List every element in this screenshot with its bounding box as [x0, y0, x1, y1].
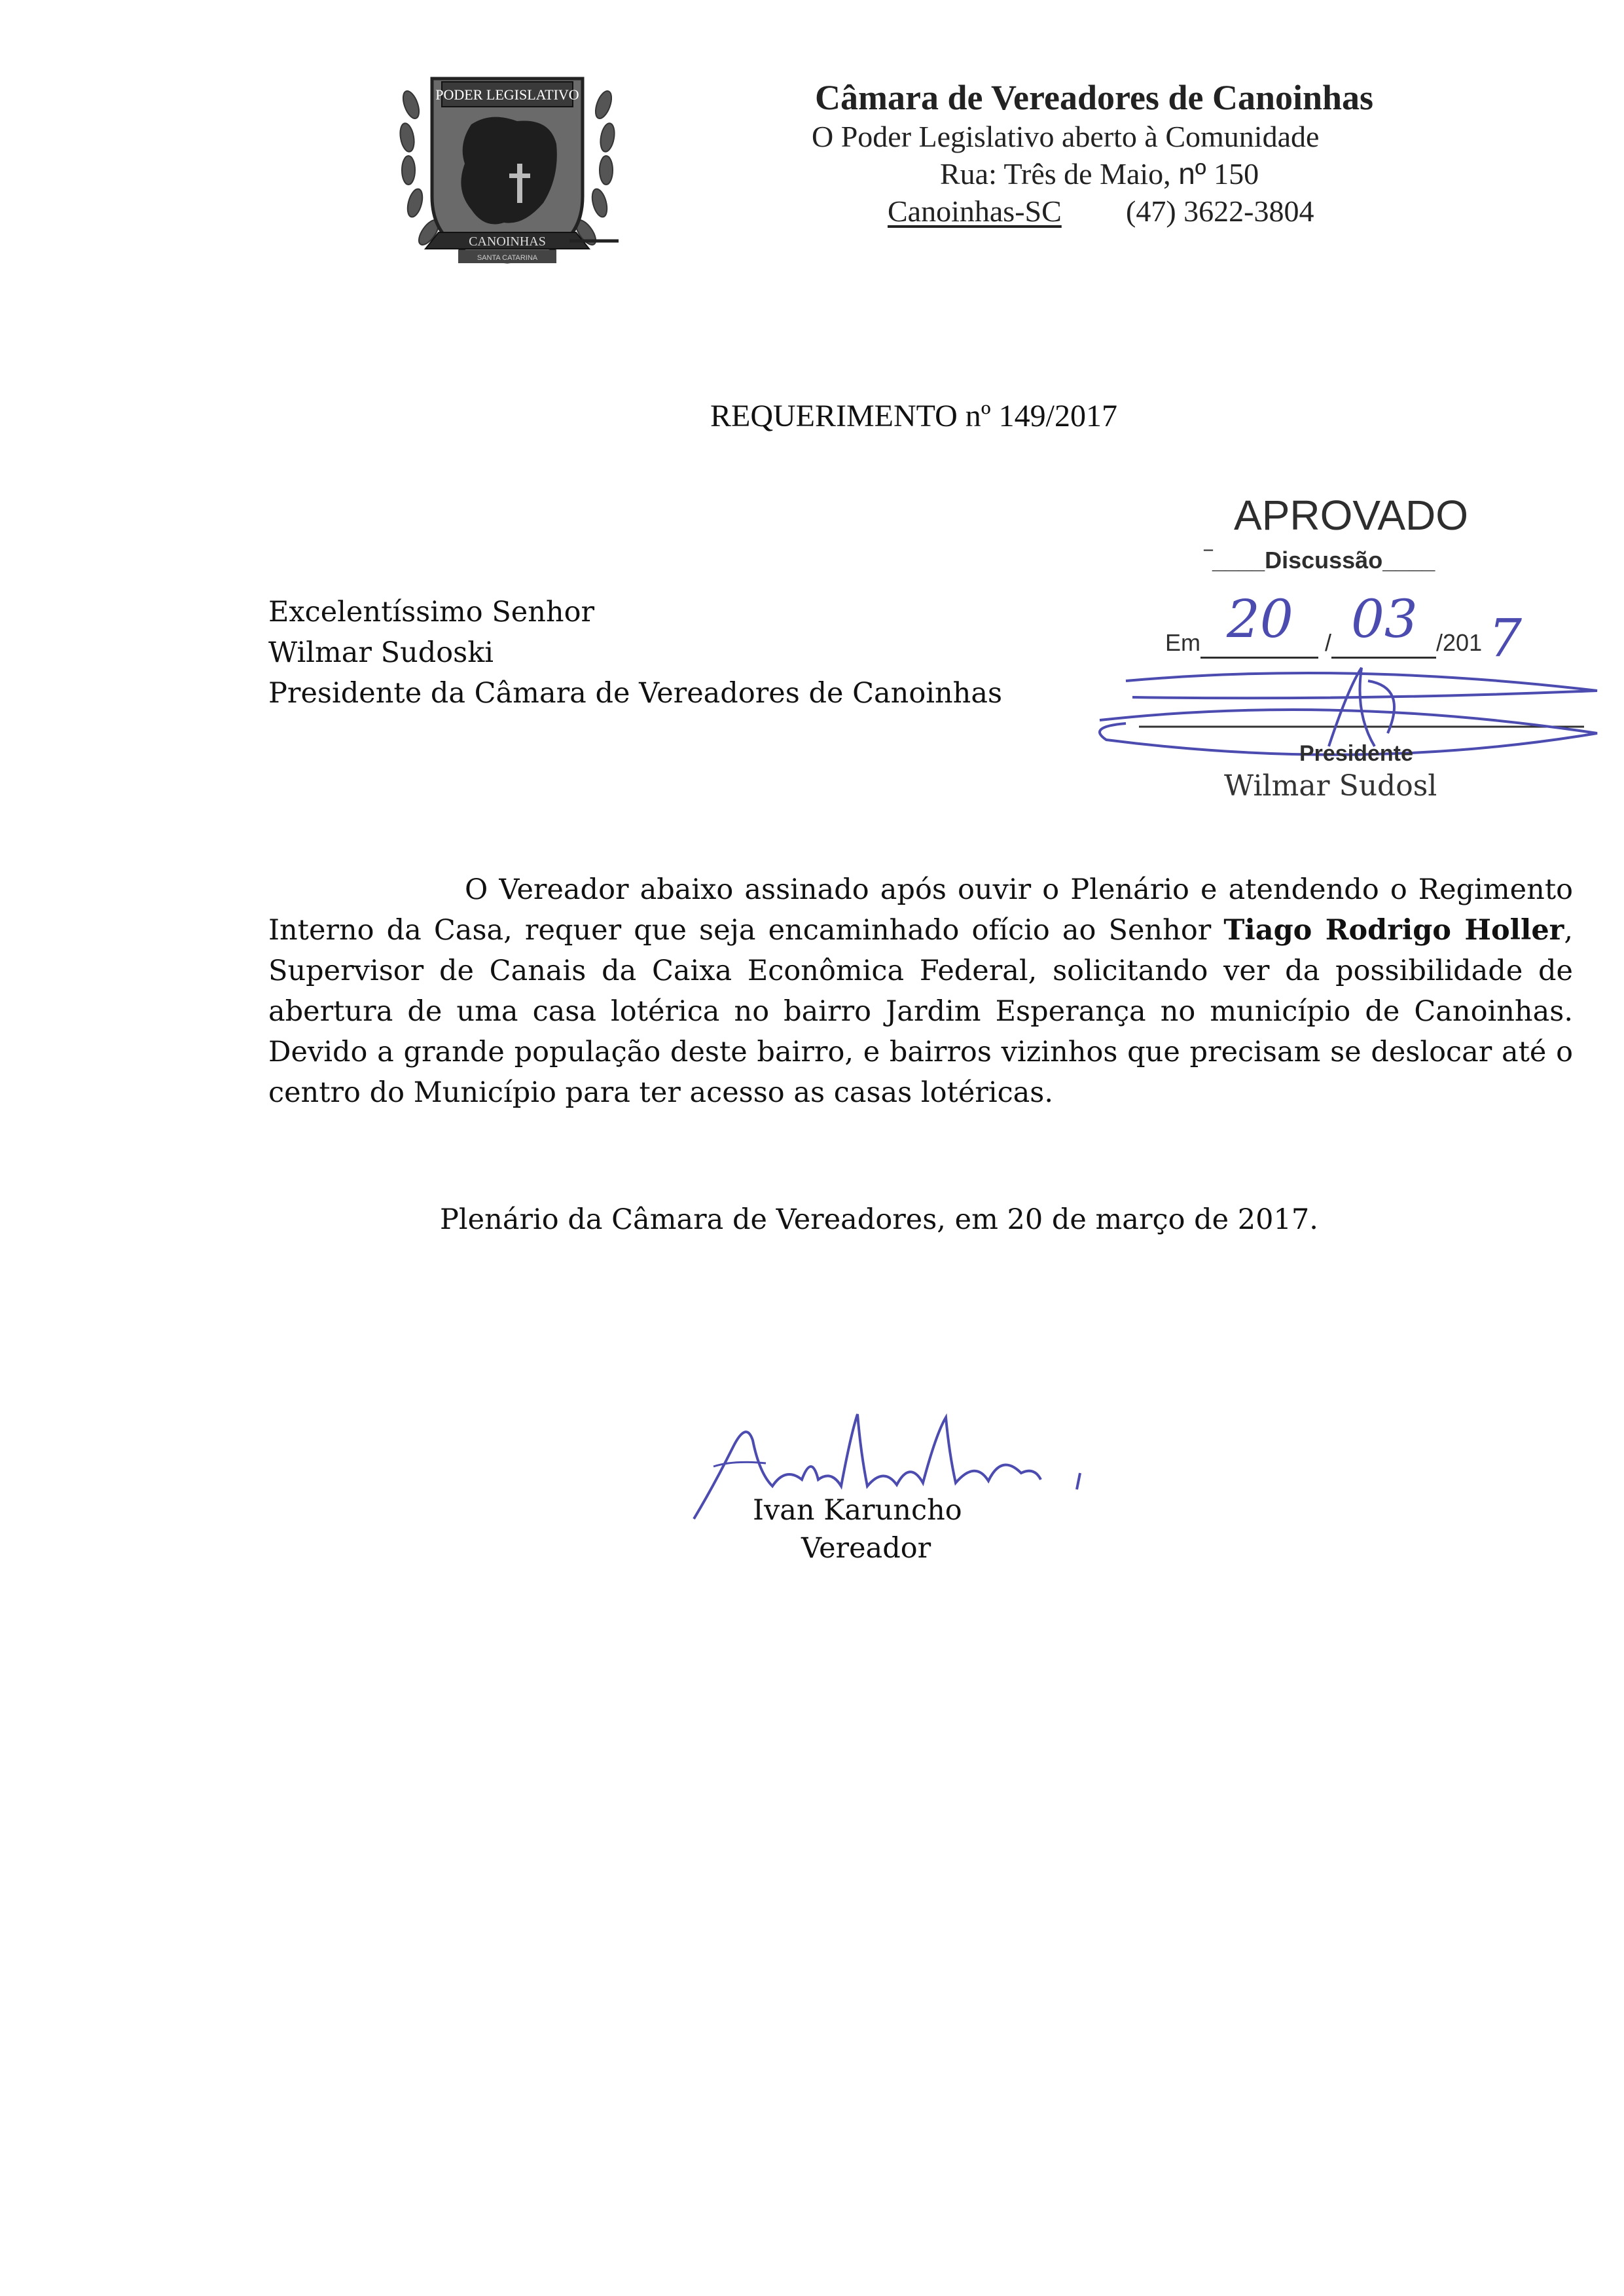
date-month: 03 — [1351, 589, 1418, 649]
closing-line: Plenário da Câmara de Vereadores, em 20 de março de 2017. — [440, 1203, 1318, 1236]
approval-stamp-president-name: Wilmar Sudosl — [1224, 769, 1437, 803]
organization-name: Câmara de Vereadores de Canoinhas — [815, 78, 1374, 117]
svg-text:SANTA CATARINA: SANTA CATARINA — [477, 254, 538, 262]
svg-text:CANOINHAS: CANOINHAS — [469, 234, 546, 249]
organization-address — [940, 156, 1259, 191]
request-body — [268, 869, 1573, 1113]
organization-tagline: O Poder Legislativo aberto à Comunidade — [812, 120, 1320, 153]
address-number: 150 — [1214, 157, 1259, 191]
organization-city: Canoinhas-SC — [888, 194, 1062, 228]
date-day: 20 — [1227, 589, 1293, 649]
body-recipient: Tiago Rodrigo Holler — [1223, 914, 1564, 947]
body-part-2: , Supervisor de Canais da Caixa Econômica Federal, solicitando ver da possibilidade de abertura de uma casa lotérica no bairro Jardim Esperança no município de Canoinhas. Devido a grande população deste bairro, e bairros vizinhos que precisam se deslocar até o centro do Município para ter acesso as casas lotéricas. — [268, 914, 1574, 1109]
coat-of-arms-logo — [393, 65, 622, 282]
author-name: Ivan Karuncho — [753, 1494, 962, 1527]
date-prefix: Em — [1165, 629, 1200, 656]
discussion-label: Discussão — [1265, 547, 1383, 574]
addressee-name: Wilmar Sudoski — [268, 636, 494, 669]
date-year-suffix: 7 — [1489, 608, 1523, 668]
addressee-position: Presidente da Câmara de Vereadores de Canoinhas — [268, 677, 1003, 710]
approval-stamp-date: Em 20 / 03 /201 7 — [1165, 589, 1523, 668]
author-role: Vereador — [801, 1532, 931, 1565]
document-title: REQUERIMENTO nº 149/2017 — [710, 399, 1117, 433]
addressee-salutation: Excelentíssimo Senhor — [268, 596, 595, 629]
approval-stamp-discussion: ‾____Discussão____ — [1204, 547, 1435, 574]
address-number-symbol: nº — [1178, 156, 1206, 191]
address-street: Rua: Três de Maio, — [940, 157, 1171, 191]
body-part-1: O Vereador abaixo assinado após ouvir o Plenário e atendendo o Regimento Interno da Casa, requer que seja encaminhado ofício ao Senhor — [268, 873, 1573, 947]
svg-text:PODER LEGISLATIVO: PODER LEGISLATIVO — [435, 86, 579, 103]
date-year-prefix: /201 — [1436, 629, 1483, 656]
approval-stamp-president-label: Presidente — [1299, 741, 1413, 766]
organization-phone: (47) 3622-3804 — [1126, 194, 1314, 228]
approval-stamp-status: APROVADO — [1234, 492, 1468, 539]
